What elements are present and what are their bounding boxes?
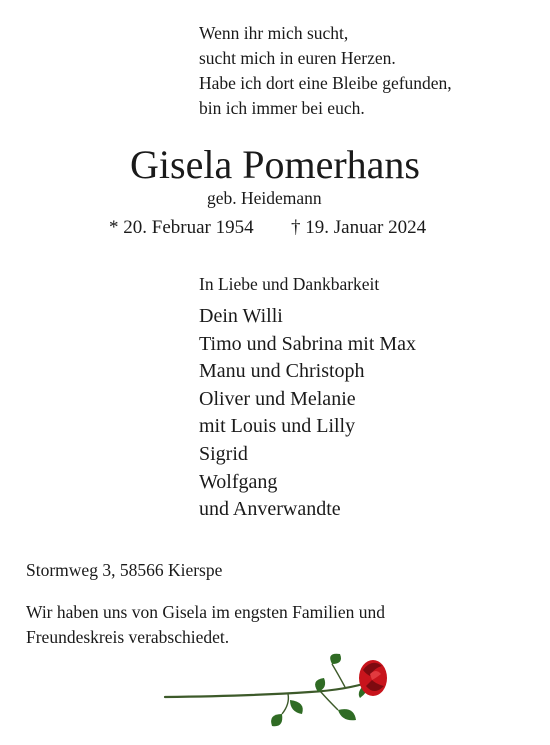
closing-note <box>26 600 506 650</box>
mourner-item: Manu und Christoph <box>199 360 365 383</box>
rose-leaf <box>338 709 356 720</box>
rose-stem <box>165 682 370 697</box>
birth-date: * 20. Februar 1954 <box>109 217 254 238</box>
poem-line: Wenn ihr mich sucht, <box>199 23 349 43</box>
mourner-item: Oliver und Melanie <box>199 387 356 410</box>
mourner-item: Sigrid <box>199 442 248 465</box>
rose-side-stem <box>320 691 338 710</box>
death-date: † 19. Januar 2024 <box>291 217 427 238</box>
address: Stormweg 3, 58566 Kierspe <box>26 560 223 580</box>
rose-side-stem <box>332 664 345 687</box>
mourners-intro: In Liebe und Dankbarkeit <box>199 274 380 294</box>
rose-bloom <box>359 660 387 696</box>
red-rose-icon <box>160 652 395 732</box>
mourners-list <box>199 303 416 524</box>
rose-leaf <box>271 714 282 726</box>
poem-line: Habe ich dort eine Bleibe gefunden, <box>199 73 452 93</box>
rose-side-stem <box>282 694 288 714</box>
poem-line: bin ich immer bei euch. <box>199 98 365 118</box>
rose-leaf <box>290 700 303 714</box>
mourner-item: Wolfgang <box>199 470 278 493</box>
mourner-item: Timo und Sabrina mit Max <box>199 332 417 355</box>
mourner-item: mit Louis und Lilly <box>199 415 356 438</box>
poem <box>199 21 452 121</box>
closing-line: Wir haben uns von Gisela im engsten Familien und <box>26 602 385 622</box>
deceased-name <box>0 142 550 188</box>
poem-line: sucht mich in euren Herzen. <box>199 48 396 68</box>
birth-name: geb. Heidemann <box>207 188 322 208</box>
mourner-item: Dein Willi <box>199 305 283 327</box>
closing-line: Freundeskreis verabschiedet. <box>26 627 230 647</box>
deceased-name-text: Gisela Pomerhans <box>130 142 420 187</box>
rose-leaf <box>330 654 341 664</box>
mourner-item: und Anverwandte <box>199 498 341 521</box>
